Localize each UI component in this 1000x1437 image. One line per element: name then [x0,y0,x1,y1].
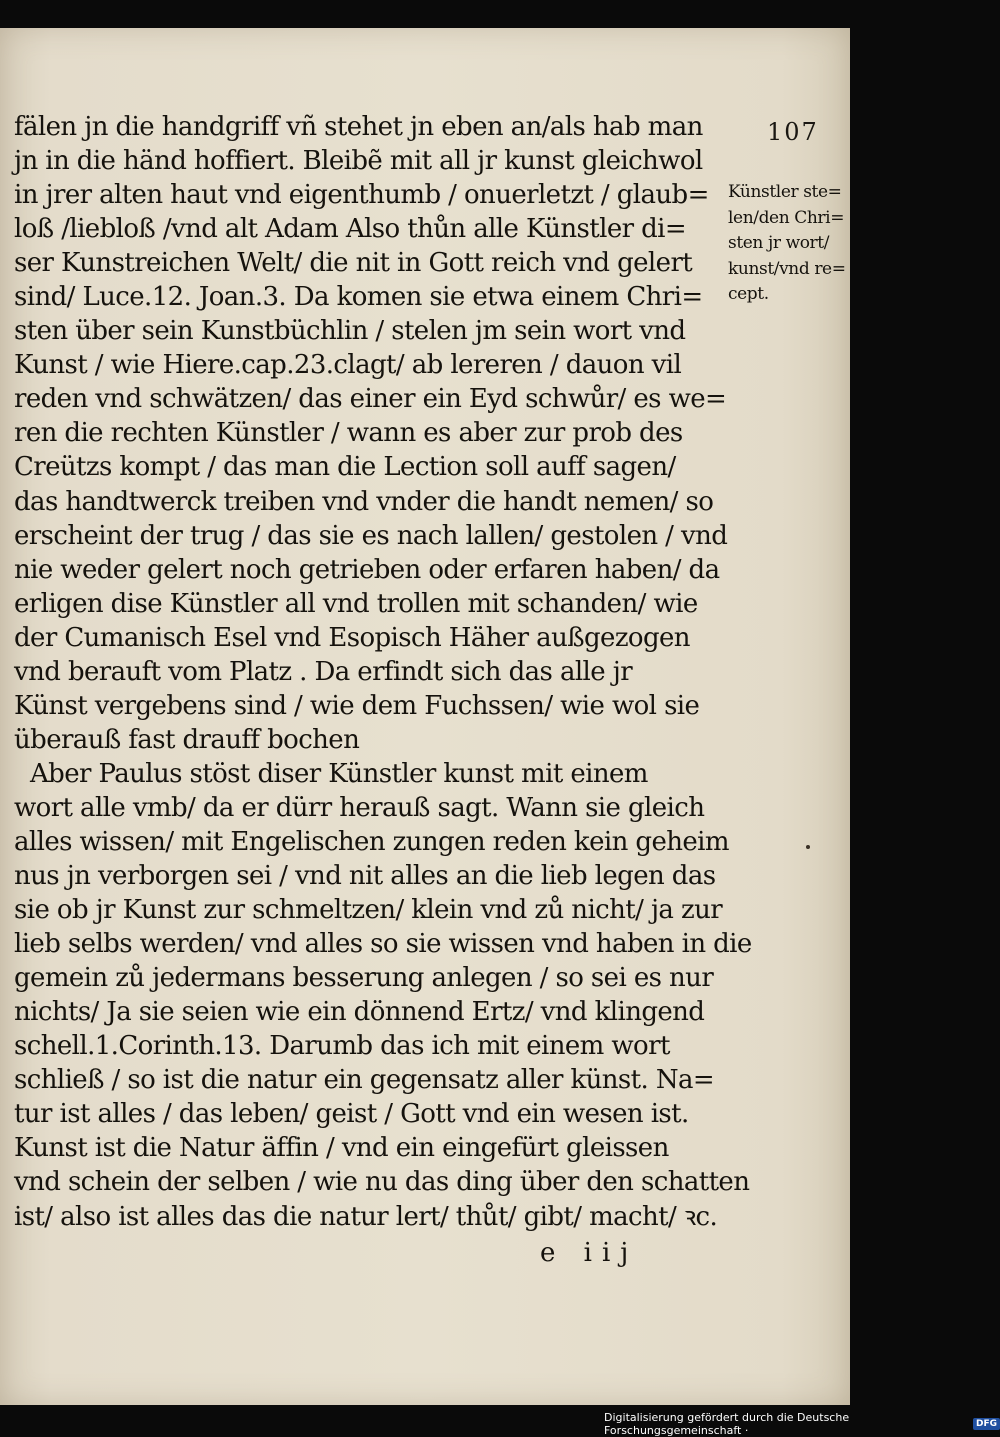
marginal-note-line: sten jr wort/ [728,233,830,253]
text-line: schließ / so ist die natur ein gegensatz aller künst. Na= [14,1065,715,1096]
text-line: in jrer alten haut vnd eigenthumb / onuerletzt / glaub= [14,180,709,211]
text-line: sie ob jr Kunst zur schmeltzen/ klein vnd zů nicht/ ja zur [14,895,723,926]
text-line: Künst vergebens sind / wie dem Fuchssen/ wie wol sie [14,690,700,721]
text-line: tur ist alles / das leben/ geist / Gott vnd ein wesen ist. [14,1099,689,1130]
text-line: Creützs kompt / das man die Lection soll auff sagen/ [14,452,676,483]
text-line: loß /liebloß /vnd alt Adam Also thůn alle Künstler di= [14,214,687,245]
dfg-logo-icon: DFG [973,1418,1000,1430]
text-line: fälen jn die handgriff vñ stehet jn eben an/als hab man [14,112,703,142]
text-line: reden vnd schwätzen/ das einer ein Eyd schwůr/ es we= [14,384,727,415]
text-line: jn in die händ hoffiert. Bleibẽ mit all jr kunst gleichwol [14,146,703,177]
text-line: erscheint der trug / das sie es nach lallen/ gestolen / vnd [14,520,728,551]
text-line: gemein zů jedermans besserung anlegen / so sei es nur [14,963,714,994]
text-line: lieb selbs werden/ vnd alles so sie wissen vnd haben in die [14,929,752,960]
text-line: schell.1.Corinth.13. Darumb das ich mit einem wort [14,1031,670,1062]
text-line: erligen dise Künstler all vnd trollen mit schanden/ wie [14,588,698,619]
text-line: vnd berauft vom Platz . Da erfindt sich das alle jr [14,656,633,687]
text-line: überauß fast drauff bochen [14,724,360,755]
footer-bar [604,1411,1000,1437]
text-line: vnd schein der selben / wie nu das ding über den schatten [14,1167,750,1198]
text-line: ser Kunstreichen Welt/ die nit in Gott reich vnd gelert [14,248,693,279]
text-line: ren die rechten Künstler / wann es aber zur prob des [14,418,683,449]
marginal-note-line: cept. [728,284,769,304]
paper-speck [806,845,810,849]
text-line: ist/ also ist alles das die natur lert/ thůt/ gibt/ macht/ ꝛc. [14,1201,718,1232]
marginal-note-line: len/den Chri= [728,207,845,228]
text-line: der Cumanisch Esel vnd Esopisch Häher außgezogen [14,622,690,653]
marginal-note-line: Künstler ste= [728,182,842,202]
text-line: nus jn verborgen sei / vnd nit alles an die lieb legen das [14,861,716,892]
text-line: das handtwerck treiben vnd vnder die handt nemen/ so [14,486,714,517]
text-line: alles wissen/ mit Engelischen zungen reden kein geheim [14,826,729,857]
text-line: sind/ Luce.12. Joan.3. Da komen sie etwa einem Chri= [14,282,703,313]
text-line: Kunst ist die Natur äffin / vnd ein eingefürt gleissen [14,1133,669,1164]
marginal-note [728,180,846,308]
page-number: 107 [767,118,819,146]
text-line: sten über sein Kunstbüchlin / stelen jm sein wort vnd [14,316,686,347]
marginal-note-line: kunst/vnd re= [728,258,846,279]
footer-credit: Digitalisierung gefördert durch die Deutsche Forschungsgemeinschaft · [604,1411,850,1437]
text-line: wort alle vmb/ da er dürr herauß sagt. Wann sie gleich [14,792,705,823]
text-line: nie weder gelert noch getrieben oder erfaren haben/ da [14,554,720,585]
signature-mark: e iij [540,1238,639,1268]
text-line-paragraph-start: Aber Paulus stöst diser Künstler kunst mit einem [30,758,648,789]
text-line: Kunst / wie Hiere.cap.23.clagt/ ab lereren / dauon vil [14,350,682,381]
text-line: nichts/ Ja sie seien wie ein dönnend Ertz/ vnd klingend [14,997,705,1028]
